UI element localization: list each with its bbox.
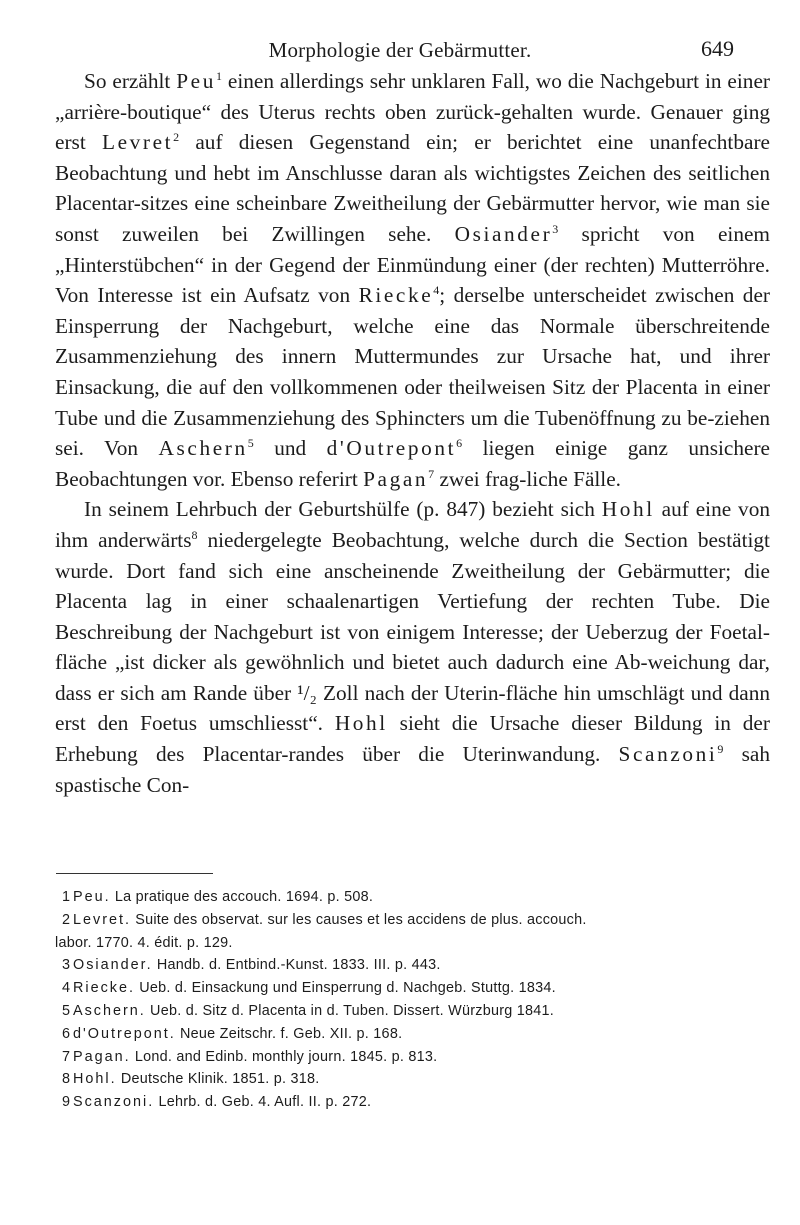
- footnote: [56, 1000, 770, 1023]
- footnote-text: Handb. d. Entbind.-Kunst. 1833. III. p. 443.: [152, 957, 441, 974]
- footnote-ref: 9: [717, 742, 724, 757]
- footnote: [56, 1046, 770, 1069]
- text-run: liegen einige ganz unsichere Beobachtungen vor. Ebenso referirt: [55, 436, 771, 491]
- footnote-continuation: labor. 1770. 4. édit. p. 129.: [55, 934, 233, 951]
- author-name: Riecke: [358, 283, 434, 308]
- footnote-author: Hohl.: [73, 1071, 117, 1088]
- footnote-ref: 8: [191, 527, 198, 542]
- text-run: So erzählt: [84, 69, 177, 93]
- footnote: [56, 1068, 770, 1091]
- author-name: Hohl: [334, 711, 388, 736]
- text-run: auf diesen Gegenstand ein; er berichtet eine unanfechtbare Beobachtung und hebt im Anschlusse daran als wichtigstes Zeichen des seitlichen Placentar-sitzes eine scheinbare Zweitheilung der Gebärmutter hervor, wie man sie sonst zuweilen bei Zwillingen sehe.: [55, 130, 770, 246]
- footnote-number: 6: [62, 1025, 71, 1042]
- footnote-ref: 4: [433, 283, 440, 298]
- footnote-author: Aschern.: [73, 1002, 146, 1019]
- footnote-text: Lond. and Edinb. monthly journ. 1845. p. 813.: [130, 1048, 438, 1065]
- author-name: Scanzoni: [618, 742, 718, 767]
- text-run: niedergelegte Beobachtung, welche durch die Section bestätigt wurde. Dort fand sich eine anscheinende Zweitheilung der Gebärmutter; die Placenta lag in einer schaalenartigen Vertiefung der rechten Tube. Die Beschreibung der Nachgeburt ist von einigem Interesse; der Ueberzug der Foetal-fläche „ist dicker als gewöhnlich und bietet auch dadurch eine Ab-weichung dar, dass er sich am Rande über: [55, 527, 770, 705]
- paragraph-1: [55, 66, 770, 494]
- footnote-number: 1: [62, 889, 71, 905]
- author-name: Peu: [176, 69, 216, 93]
- paragraph-2: [55, 494, 770, 800]
- footnote-text: Ueb. d. Sitz d. Placenta in d. Tuben. Dissert. Würzburg 1841.: [145, 1002, 555, 1019]
- fraction: ¹/₂: [297, 680, 317, 705]
- footnote-author: Peu.: [73, 889, 111, 905]
- text-run: ; derselbe unterscheidet zwischen der Einsperrung der Nachgeburt, welche eine das Normale überschreitende Zusammenziehung des innern Muttermundes zur Ursache hat, und ihrer Einsackung, die auf den vollkommenen oder theilweisen Sitz der Placenta in einer Tube und die Zusammenziehung des Sphincters um die Tubenöffnung zu be-ziehen sei. Von: [55, 283, 770, 461]
- running-head: [0, 20, 800, 60]
- text-run: einen allerdings sehr unklaren Fall, wo die Nachgeburt in einer „arrière-boutique“ des Uterus rechts oben zurück-gehalten wurde. Genauer ging erst: [55, 69, 770, 155]
- text-run: sah spastische Con-: [55, 742, 770, 797]
- footnote-ref: 5: [247, 436, 254, 451]
- footnote: [56, 909, 770, 955]
- author-name: Hohl: [601, 497, 655, 522]
- body-text: [55, 66, 770, 800]
- footnote-author: Scanzoni.: [73, 1094, 155, 1111]
- text-run: In seinem Lehrbuch der Geburtshülfe (p. 847) bezieht sich: [84, 497, 602, 522]
- footnote-ref: 2: [173, 130, 180, 145]
- text-run: und: [253, 436, 327, 461]
- text-run: zwei frag-liche Fälle.: [434, 466, 622, 491]
- footnotes: [56, 886, 770, 1114]
- footnote: [56, 977, 770, 1000]
- footnote-author: Pagan.: [73, 1048, 131, 1065]
- footnote: [56, 954, 770, 977]
- footnote-author: Riecke.: [73, 980, 135, 997]
- footnote: [56, 1023, 770, 1046]
- footnote-number: 4: [62, 980, 71, 997]
- footnote-author: Levret.: [73, 911, 131, 928]
- text-run: spricht von einem „Hinterstübchen“ in der Gegend der Einmündung einer (der rechten) Mutterröhre. Von Interesse ist ein Aufsatz von: [55, 221, 770, 308]
- footnote-text: La pratique des accouch. 1694. p. 508.: [110, 889, 374, 905]
- footnote-text: Suite des observat. sur les causes et les accidens de plus. accouch.: [131, 911, 587, 928]
- footnote-divider: [56, 873, 213, 874]
- author-name: Osiander: [454, 221, 553, 246]
- footnote-text: Deutsche Klinik. 1851. p. 318.: [116, 1071, 320, 1088]
- author-name: d'Outrepont: [326, 436, 457, 461]
- page-number: 649: [701, 36, 734, 61]
- author-name: Levret: [101, 130, 174, 155]
- text-run: Zoll nach der Uterin-fläche hin umschlägt und dann erst den Foetus umschliesst“.: [55, 680, 770, 736]
- author-name: Aschern: [158, 436, 248, 461]
- text-run: sieht die Ursache dieser Bildung in der Erhebung des Placentar-randes über die Uterinwandung.: [55, 711, 770, 767]
- footnote-text: Lehrb. d. Geb. 4. Aufl. II. p. 272.: [154, 1094, 372, 1111]
- footnote-ref: 7: [428, 466, 435, 481]
- footnote-text: Ueb. d. Einsackung und Einsperrung d. Nachgeb. Stuttg. 1834.: [135, 980, 556, 997]
- footnote-author: Osiander.: [73, 957, 153, 974]
- author-name: Pagan: [363, 466, 429, 491]
- footnote-number: 9: [62, 1094, 71, 1111]
- footnote-ref: 6: [456, 436, 463, 451]
- footnote-ref: 3: [552, 221, 559, 236]
- text-run: auf eine von ihm anderwärts: [55, 497, 770, 552]
- footnote-number: 7: [62, 1048, 71, 1065]
- footnote-number: 8: [62, 1071, 71, 1088]
- footnote-number: 3: [62, 957, 71, 974]
- running-title: Morphologie der Gebärmutter.: [268, 38, 532, 62]
- footnote-ref: 1: [215, 69, 222, 83]
- footnote-number: 2: [62, 911, 71, 928]
- footnote: [56, 886, 770, 909]
- footnote-number: 5: [62, 1002, 71, 1019]
- footnote: [56, 1091, 770, 1114]
- footnote-text: Neue Zeitschr. f. Geb. XII. p. 168.: [175, 1025, 403, 1042]
- footnote-author: d'Outrepont.: [73, 1025, 176, 1042]
